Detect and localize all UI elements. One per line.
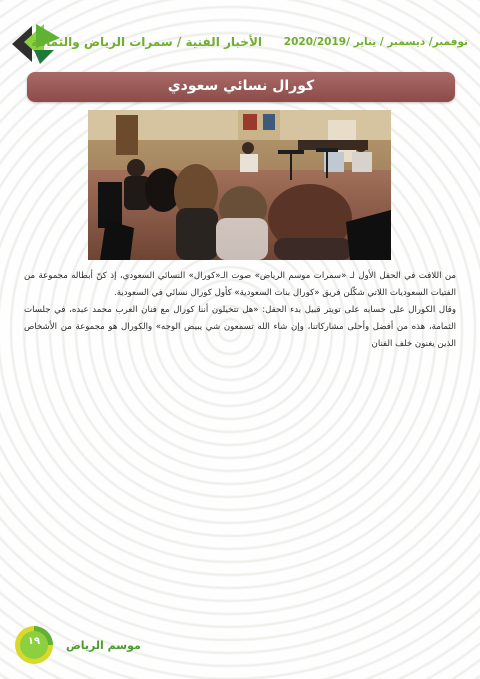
issue-date: نوفمبر/ ديسمبر / يناير /2020/2019 [283, 36, 468, 48]
article-paragraph: من اللافت في الحفل الأول لـ «سمرات موسم الرياض» صوت الـ«كورال» النسائي السعودي، إذ كنّ أبطاله مجموعة من الفتيات السعوديات اللاتي شكّلن فريق «كورال بنات السعودية» كأول كورال نسائي في السعودية. [24, 271, 456, 298]
article-body [24, 268, 456, 353]
article-title: كورال نسائي سعودي [167, 78, 315, 94]
article-photo [88, 110, 391, 260]
page-number: ١٩ [27, 636, 41, 647]
choir-rehearsal-image [88, 110, 391, 260]
article-paragraph: وقال الكورال على حسابه على تويتر قبيل بدء الحفل: «هل تتخيلون أننا كورال مع فنان العرب محمد عبده، في جلسات الثمامة، هذه من أفضل وأحلى مشاركاتنا، وإن شاء الله تسمعون شي يبيض الوجه» والكورال هو مجموعة من الأشخاص الذين يغنون خلف الفنان [24, 305, 456, 349]
page-header [0, 18, 480, 68]
header-title: الأخبار الفنية / سمرات الرياض والثمامة [31, 35, 262, 49]
article-banner [27, 72, 455, 102]
footer-brand: موسم الرياض [66, 639, 141, 652]
